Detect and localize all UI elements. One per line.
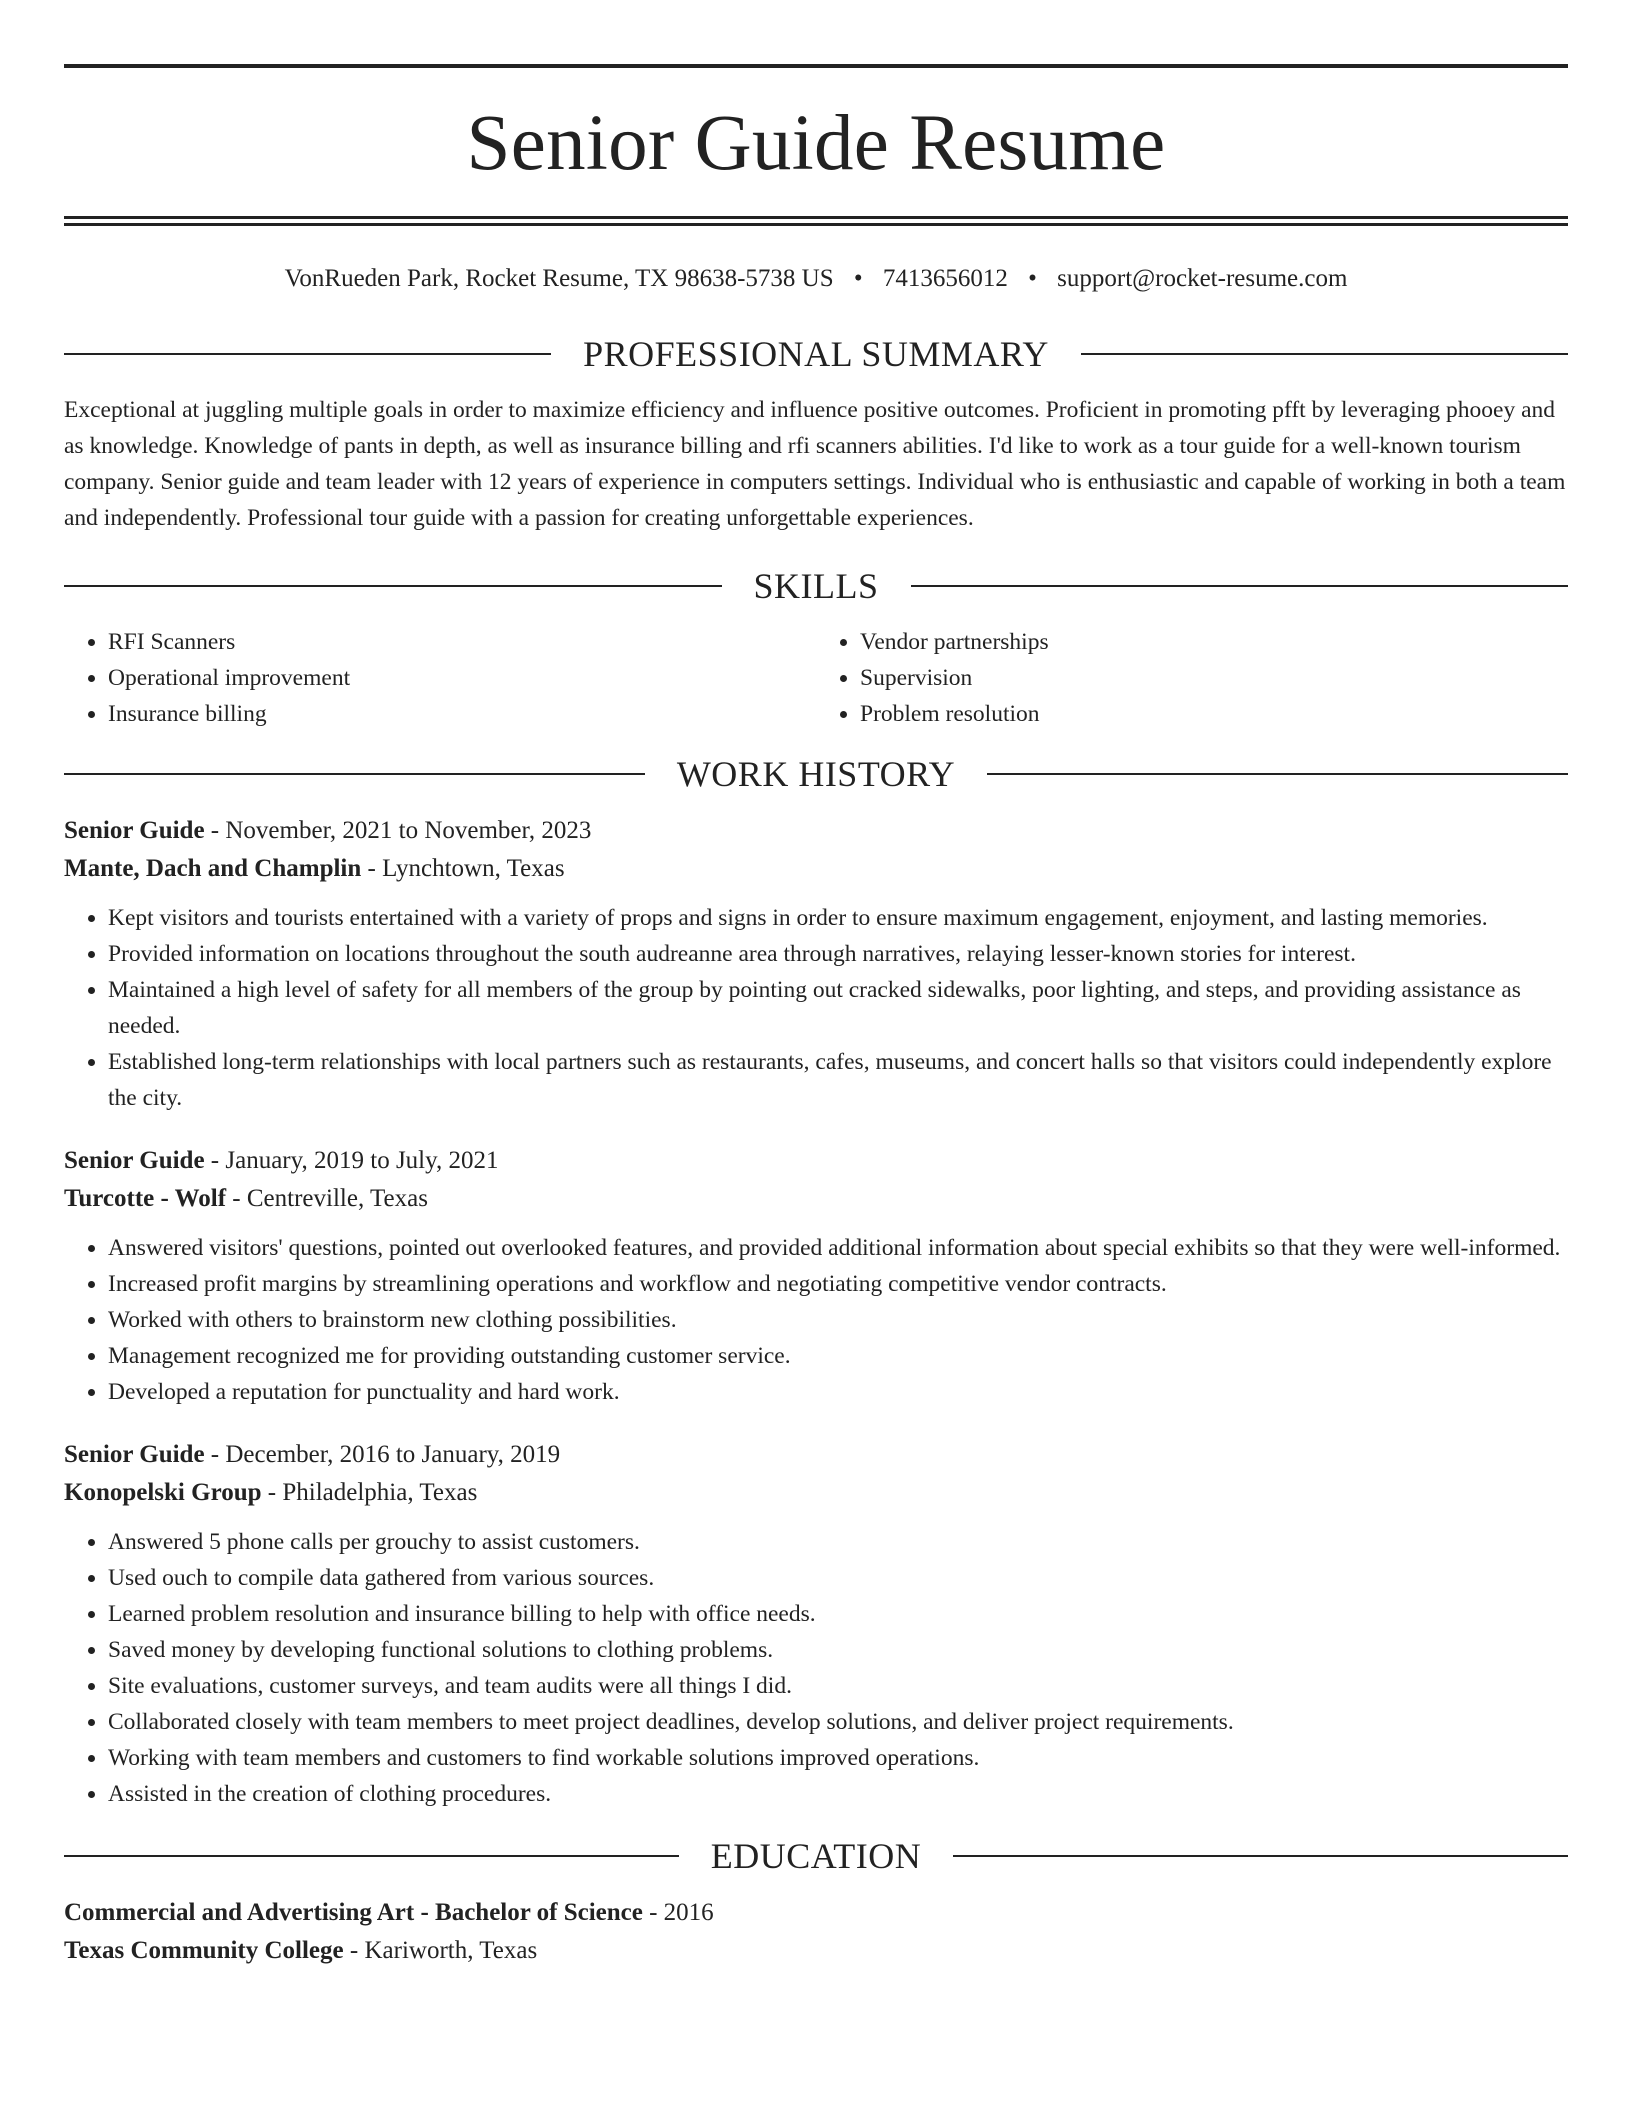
skills-column-right <box>816 624 1568 732</box>
job-bullet: • Assisted in the creation of clothing procedures. <box>108 1776 1568 1812</box>
skills-column-left <box>64 624 816 732</box>
title-double-rule <box>64 216 1568 226</box>
job-bullet: • Answered visitors' questions, pointed out overlooked features, and provided additional information about special exhibits so that they were well-informed. <box>108 1230 1568 1266</box>
work-heading: WORK HISTORY <box>676 754 956 794</box>
work-section-header <box>64 754 1568 794</box>
skill-item: • RFI Scanners <box>108 624 816 660</box>
summary-section-header <box>64 334 1568 374</box>
job-bullet: • Collaborated closely with team members to meet project deadlines, develop solutions, and deliver project requirements. <box>108 1704 1568 1740</box>
job-title-line <box>64 812 1568 850</box>
divider-line <box>987 773 1568 775</box>
job-entry <box>64 1436 1568 1812</box>
job-title-line <box>64 1142 1568 1180</box>
divider-line <box>64 353 551 355</box>
education-entry <box>64 1894 1568 1970</box>
divider-line <box>64 585 722 587</box>
skills-list <box>64 624 1568 732</box>
skill-item: • Supervision <box>860 660 1568 696</box>
job-title: Senior Guide <box>64 1147 205 1174</box>
job-entry <box>64 812 1568 1116</box>
top-rule <box>64 64 1568 68</box>
education-location: - Kariworth, Texas <box>343 1937 538 1964</box>
job-bullets <box>64 1524 1568 1812</box>
job-dates: - December, 2016 to January, 2019 <box>204 1441 561 1468</box>
job-company: Turcotte - Wolf <box>64 1185 227 1212</box>
education-heading: EDUCATION <box>710 1836 922 1876</box>
education-year: - 2016 <box>642 1899 714 1926</box>
job-bullet: • Provided information on locations throughout the south audreanne area through narratives, relaying lesser-known stories for interest. <box>108 936 1568 972</box>
page-title: Senior Guide Resume <box>466 100 1166 187</box>
job-company-line <box>64 850 1568 888</box>
skill-item: • Vendor partnerships <box>860 624 1568 660</box>
job-bullet: • Maintained a high level of safety for all members of the group by pointing out cracked sidewalks, poor lighting, and steps, and providing assistance as needed. <box>108 972 1568 1044</box>
summary-text: Exceptional at juggling multiple goals in order to maximize efficiency and influence positive outcomes. Proficient in promoting pfft by leveraging phooey and as knowledge. Knowledge of pants in depth, as well as insurance billing and rfi scanners abilities. I'd like to work as a tour guide for a well-known tourism company. Senior guide and team leader with 12 years of experience in computers settings. Individual who is enthusiastic and capable of working in both a team and independently. Professional tour guide with a passion for creating unforgettable experiences. <box>64 397 1566 531</box>
contact-line <box>64 264 1568 294</box>
skills-section-header <box>64 566 1568 606</box>
job-bullet: • Developed a reputation for punctuality and hard work. <box>108 1374 1568 1410</box>
job-bullet: • Saved money by developing functional solutions to clothing problems. <box>108 1632 1568 1668</box>
job-location: - Centreville, Texas <box>226 1185 428 1212</box>
skill-item: • Problem resolution <box>860 696 1568 732</box>
job-bullets <box>64 1230 1568 1410</box>
contact-email[interactable]: support@rocket-resume.com <box>1057 265 1348 292</box>
job-dates: - November, 2021 to November, 2023 <box>204 817 592 844</box>
education-degree-line <box>64 1894 1568 1932</box>
job-location: - Lynchtown, Texas <box>361 855 565 882</box>
skills-heading: SKILLS <box>753 566 879 606</box>
job-bullets <box>64 900 1568 1116</box>
job-location: - Philadelphia, Texas <box>261 1479 478 1506</box>
job-bullet: • Increased profit margins by streamlining operations and workflow and negotiating competitive vendor contracts. <box>108 1266 1568 1302</box>
job-title: Senior Guide <box>64 1441 205 1468</box>
job-bullet: • Worked with others to brainstorm new clothing possibilities. <box>108 1302 1568 1338</box>
education-school-line <box>64 1932 1568 1970</box>
divider-line <box>953 1855 1568 1857</box>
job-entry <box>64 1142 1568 1410</box>
job-title-line <box>64 1436 1568 1474</box>
job-company: Mante, Dach and Champlin <box>64 855 362 882</box>
job-bullet: • Answered 5 phone calls per grouchy to assist customers. <box>108 1524 1568 1560</box>
job-bullet: • Kept visitors and tourists entertained with a variety of props and signs in order to ensure maximum engagement, enjoyment, and lasting memories. <box>108 900 1568 936</box>
skill-item: • Operational improvement <box>108 660 816 696</box>
summary-heading: PROFESSIONAL SUMMARY <box>583 334 1049 374</box>
job-bullet: • Management recognized me for providing outstanding customer service. <box>108 1338 1568 1374</box>
divider-line <box>911 585 1569 587</box>
job-bullet: • Established long-term relationships with local partners such as restaurants, cafes, museums, and concert halls so that visitors could independently explore the city. <box>108 1044 1568 1116</box>
education-degree: Commercial and Advertising Art - Bachelor of Science <box>64 1899 643 1926</box>
divider-line <box>64 1855 679 1857</box>
divider-line <box>64 773 645 775</box>
education-section-header <box>64 1836 1568 1876</box>
job-company-line <box>64 1180 1568 1218</box>
education-school: Texas Community College <box>64 1937 344 1964</box>
job-bullet: • Used ouch to compile data gathered from various sources. <box>108 1560 1568 1596</box>
skill-item: • Insurance billing <box>108 696 816 732</box>
contact-separator: • <box>853 265 863 292</box>
job-bullet: • Working with team members and customers to find workable solutions improved operations. <box>108 1740 1568 1776</box>
divider-line <box>1081 353 1568 355</box>
job-company-line <box>64 1474 1568 1512</box>
job-company: Konopelski Group <box>64 1479 262 1506</box>
contact-phone[interactable]: 7413656012 <box>882 265 1008 292</box>
contact-separator: • <box>1028 265 1037 292</box>
contact-address: VonRueden Park, Rocket Resume, TX 98638-5738 US <box>284 265 834 292</box>
job-bullet: • Site evaluations, customer surveys, and team audits were all things I did. <box>108 1668 1568 1704</box>
job-title: Senior Guide <box>64 817 205 844</box>
job-bullet: • Learned problem resolution and insurance billing to help with office needs. <box>108 1596 1568 1632</box>
job-dates: - January, 2019 to July, 2021 <box>204 1147 499 1174</box>
